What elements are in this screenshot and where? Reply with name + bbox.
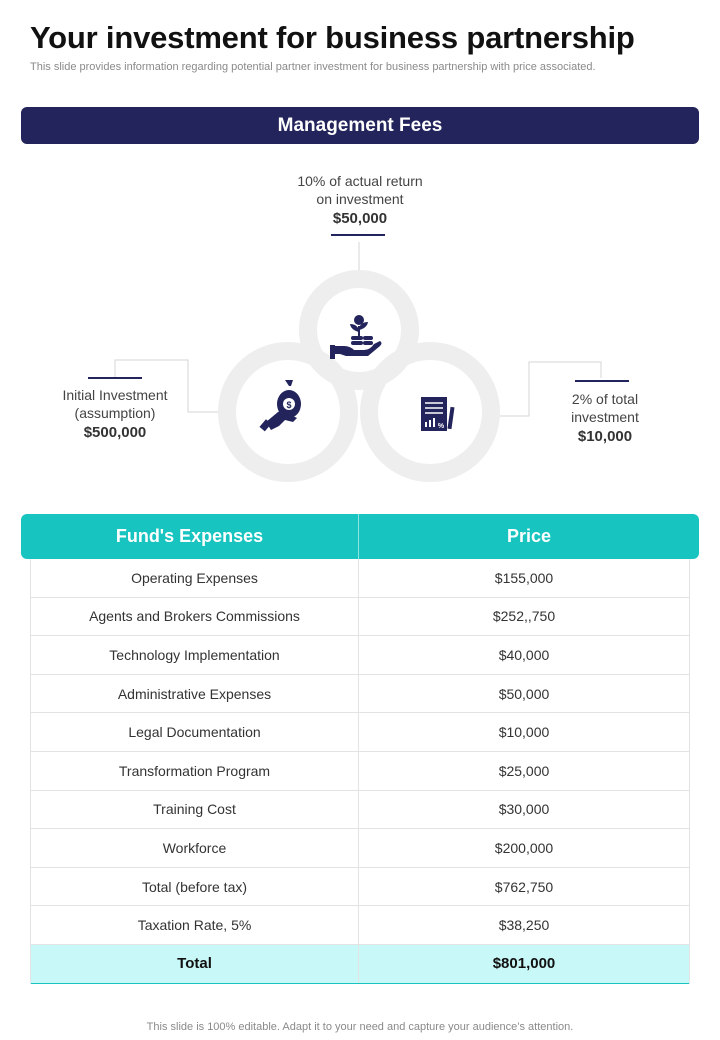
funds-expenses-table	[21, 514, 699, 984]
money-bag-hand-icon	[259, 380, 301, 431]
expense-name: Administrative Expenses	[31, 675, 359, 713]
total-price: $801,000	[492, 955, 556, 973]
table-body	[30, 559, 690, 984]
total-label: Total	[31, 945, 359, 983]
svg-text:%: %	[437, 423, 445, 430]
expense-price: $40,000	[498, 646, 550, 663]
table-row	[31, 559, 689, 598]
management-fees-diagram	[0, 150, 720, 490]
table-row	[31, 675, 689, 714]
expense-price: $50,000	[498, 685, 550, 702]
header-funds-expenses: Fund's Expenses	[21, 514, 359, 559]
expense-price: $30,000	[498, 801, 550, 818]
expense-price: $252,,750	[492, 608, 556, 625]
expense-price: $10,000	[498, 724, 550, 741]
expense-price: $38,250	[498, 917, 550, 934]
table-row	[31, 906, 689, 945]
expense-price: $25,000	[498, 762, 550, 779]
fee-left-line1: Initial Investment	[62, 387, 168, 403]
expense-price: $762,750	[494, 878, 554, 895]
money-plant-hand-icon	[330, 315, 382, 359]
trefoil-loops	[227, 279, 491, 473]
fee-right-line2: investment	[571, 409, 639, 425]
expense-name: Agents and Brokers Commissions	[31, 598, 359, 636]
fee-return-on-investment	[260, 172, 460, 228]
expense-name: Total (before tax)	[31, 868, 359, 906]
table-row	[31, 636, 689, 675]
table-row	[31, 752, 689, 791]
table-row	[31, 829, 689, 868]
fee-top-line2: on investment	[316, 191, 404, 207]
expense-name: Legal Documentation	[31, 713, 359, 751]
expense-price: $155,000	[494, 569, 554, 586]
table-total-row	[31, 945, 689, 984]
table-row	[31, 791, 689, 830]
management-fees-banner: Management Fees	[21, 107, 699, 144]
financial-report-icon	[421, 397, 455, 431]
expense-name: Taxation Rate, 5%	[31, 906, 359, 944]
fee-initial-investment	[40, 386, 190, 442]
fee-right-amount: $10,000	[577, 428, 633, 445]
fee-left-line2: (assumption)	[74, 405, 156, 421]
table-row	[31, 868, 689, 907]
fee-right-line1: 2% of total	[571, 391, 639, 407]
fee-top-amount: $50,000	[332, 210, 388, 227]
fee-total-investment	[540, 390, 670, 446]
fee-top-line1: 10% of actual return	[297, 173, 423, 189]
footer-note: This slide is 100% editable. Adapt it to your need and capture your audience’s attention.	[146, 1021, 574, 1033]
expense-name: Operating Expenses	[31, 559, 359, 597]
table-header	[21, 514, 699, 559]
table-row	[31, 598, 689, 637]
expense-price: $200,000	[494, 839, 554, 856]
expense-name: Training Cost	[31, 791, 359, 829]
fee-left-amount: $500,000	[83, 424, 147, 441]
header-price: Price	[506, 526, 552, 546]
table-row	[31, 713, 689, 752]
expense-name: Technology Implementation	[31, 636, 359, 674]
page-subtitle: This slide provides information regarding potential partner investment for business partnership with price associated.	[30, 61, 596, 73]
svg-text:$: $	[286, 400, 292, 410]
page-title: Your investment for business partnership	[30, 20, 635, 55]
expense-name: Transformation Program	[31, 752, 359, 790]
expense-name: Workforce	[31, 829, 359, 867]
